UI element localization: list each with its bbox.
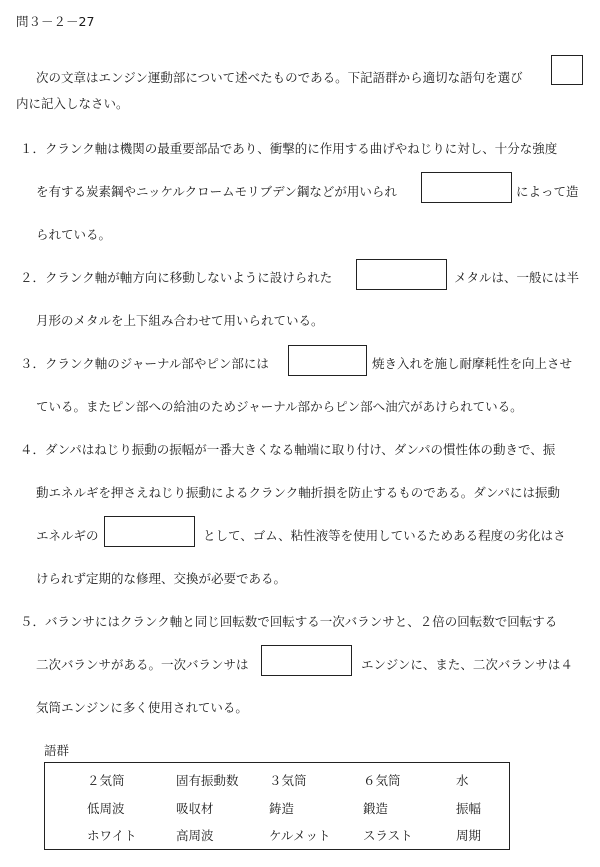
- q1-line-3: られている。: [36, 227, 112, 242]
- q4-line-2: 動エネルギを押さえねじり振動によるクランク軸折損を防止するものである。ダンパには振動: [36, 485, 561, 500]
- word-option: 吸収材: [176, 801, 214, 816]
- word-option: 鋳造: [269, 801, 295, 816]
- intro-line-1: 次の文章はエンジン運動部について述べたものである。下記語群から適切な語句を選び: [36, 70, 523, 85]
- answer-blank-5[interactable]: [261, 645, 352, 676]
- word-option: ホワイト: [87, 828, 137, 843]
- intro-line-2: 内に記入しなさい。: [16, 96, 129, 111]
- answer-blank-3[interactable]: [288, 345, 367, 376]
- word-group-title: 語群: [44, 743, 70, 758]
- word-option: ６気筒: [363, 773, 401, 788]
- q3-line-1a: ３．クランク軸のジャーナル部やピン部には: [20, 356, 269, 371]
- word-option: ケルメット: [269, 828, 331, 843]
- q5-line-2a: 二次バランサがある。一次バランサは: [36, 657, 249, 672]
- word-option: ３気筒: [269, 773, 307, 788]
- q2-line-1a: ２．クランク軸が軸方向に移動しないように設けられた: [20, 270, 333, 285]
- word-option: スラスト: [363, 828, 413, 843]
- q3-line-1b: 焼き入れを施し耐摩耗性を向上させ: [372, 356, 573, 371]
- problem-number: 問３－２－27: [16, 14, 95, 29]
- answer-blank-1[interactable]: [421, 172, 512, 203]
- answer-blank-intro[interactable]: [551, 55, 583, 85]
- q5-line-3: 気筒エンジンに多く使用されている。: [36, 700, 248, 715]
- q5-line-2b: エンジンに、また、二次バランサは４: [361, 657, 573, 672]
- q4-line-3a: エネルギの: [36, 528, 99, 543]
- answer-blank-4[interactable]: [104, 516, 195, 547]
- word-option: 水: [456, 773, 469, 788]
- q4-line-4: けられず定期的な修理、交換が必要である。: [36, 571, 287, 586]
- q1-line-1: １．クランク軸は機関の最重要部品であり、衝撃的に作用する曲げやねじりに対し、十分な強度: [20, 141, 558, 156]
- q2-line-2: 月形のメタルを上下組み合わせて用いられている。: [36, 313, 324, 328]
- q1-line-2b: によって造: [516, 184, 579, 199]
- q4-line-1: ４．ダンパはねじり振動の振幅が一番大きくなる軸端に取り付け、ダンパの慣性体の動きで、振: [20, 442, 556, 457]
- word-option: 固有振動数: [176, 773, 239, 788]
- word-group-box: [44, 762, 510, 850]
- q3-line-2: ている。またピン部への給油のためジャーナル部からピン部へ油穴があけられている。: [36, 399, 523, 414]
- word-option: 鍛造: [363, 801, 389, 816]
- word-option: 振幅: [456, 801, 482, 816]
- word-option: 高周波: [176, 828, 214, 843]
- answer-blank-2[interactable]: [356, 259, 447, 290]
- word-option: 低周波: [87, 801, 125, 816]
- q4-line-3b: として、ゴム、粘性液等を使用しているためある程度の劣化はさ: [203, 528, 566, 543]
- q1-line-2a: を有する炭素鋼やニッケルクロームモリブデン鋼などが用いられ: [36, 184, 397, 199]
- word-option: ２気筒: [87, 773, 125, 788]
- word-option: 周期: [456, 828, 482, 843]
- q5-line-1: ５．バランサにはクランク軸と同じ回転数で回転する一次バランサと、２倍の回転数で回転する: [20, 614, 558, 629]
- q2-line-1b: メタルは、一般には半: [454, 270, 580, 285]
